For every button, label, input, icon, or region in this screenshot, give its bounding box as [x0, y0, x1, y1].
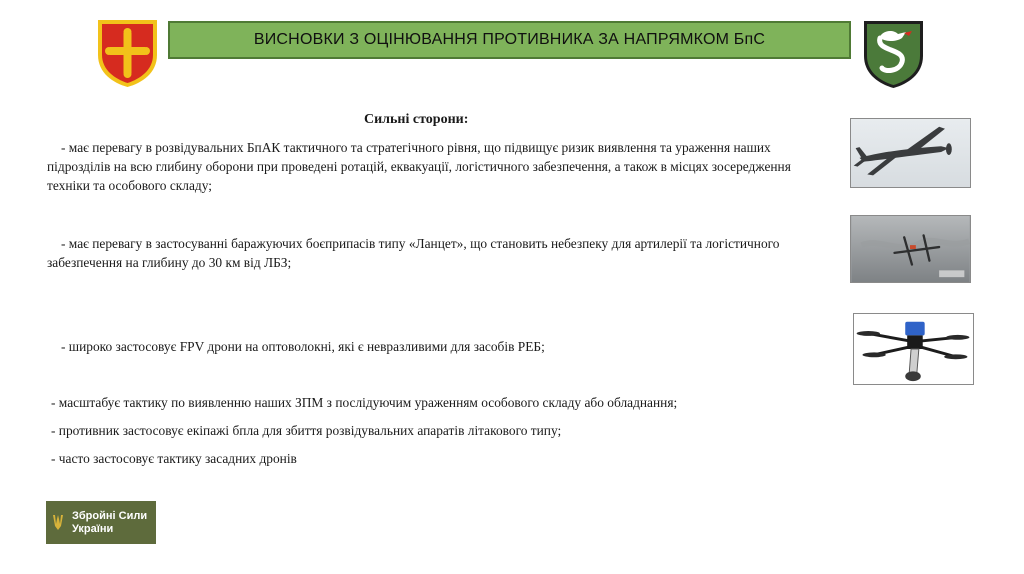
trident-icon [52, 514, 64, 532]
strength-item-loitering-munitions: - має перевагу в застосуванні баражуючих боєприпасів типу «Ланцет», що становить небезпеку для артилерії та логістичного забезпечення на глибину до 30 км від ЛБЗ; [47, 236, 780, 270]
lancet-munition-photo [850, 215, 971, 283]
recon-drone-photo [850, 118, 971, 188]
strength-item-ambush-drones: - часто застосовує тактику засадних дронів [51, 451, 297, 466]
armed-forces-logo [46, 501, 156, 544]
logo-text [72, 510, 147, 536]
fpv-drone-photo [853, 313, 974, 385]
strength-item-fpv-fiber: - широко застосовує FPV дрони на оптоволокні, які є невразливими для засобів РЕБ; [61, 339, 545, 354]
title-banner [168, 21, 851, 59]
section-title: Сильні сторони: [364, 112, 469, 127]
logo-line-1: Збройні Сили [72, 509, 148, 522]
page-title: ВИСНОВКИ З ОЦІНЮВАННЯ ПРОТИВНИКА ЗА НАПРЯМКОМ БпС [253, 31, 766, 48]
strength-item-counter-uav-crews: - противник застосовує екіпажі бпла для збиття розвідувальних апаратів літакового типу; [51, 423, 562, 438]
logo-line-2: України [72, 522, 114, 535]
left-unit-emblem-icon [96, 17, 159, 89]
right-unit-emblem-icon [862, 18, 925, 90]
strength-item-detection-tactics: - масштабує тактику по виявленню наших ЗПМ з послідуючим ураженням особового складу або обладнання; [51, 395, 678, 410]
strength-item-reconnaissance: - має перевагу в розвідувальних БпАК тактичного та стратегічного рівня, що підвищує ризик виявлення та ураження наших підрозділів на всю глибину оборони при проведені ротацій, еквакуації, логістичного забезпечення, а також в місцях зосередження техніки та особового складу; [47, 140, 791, 193]
